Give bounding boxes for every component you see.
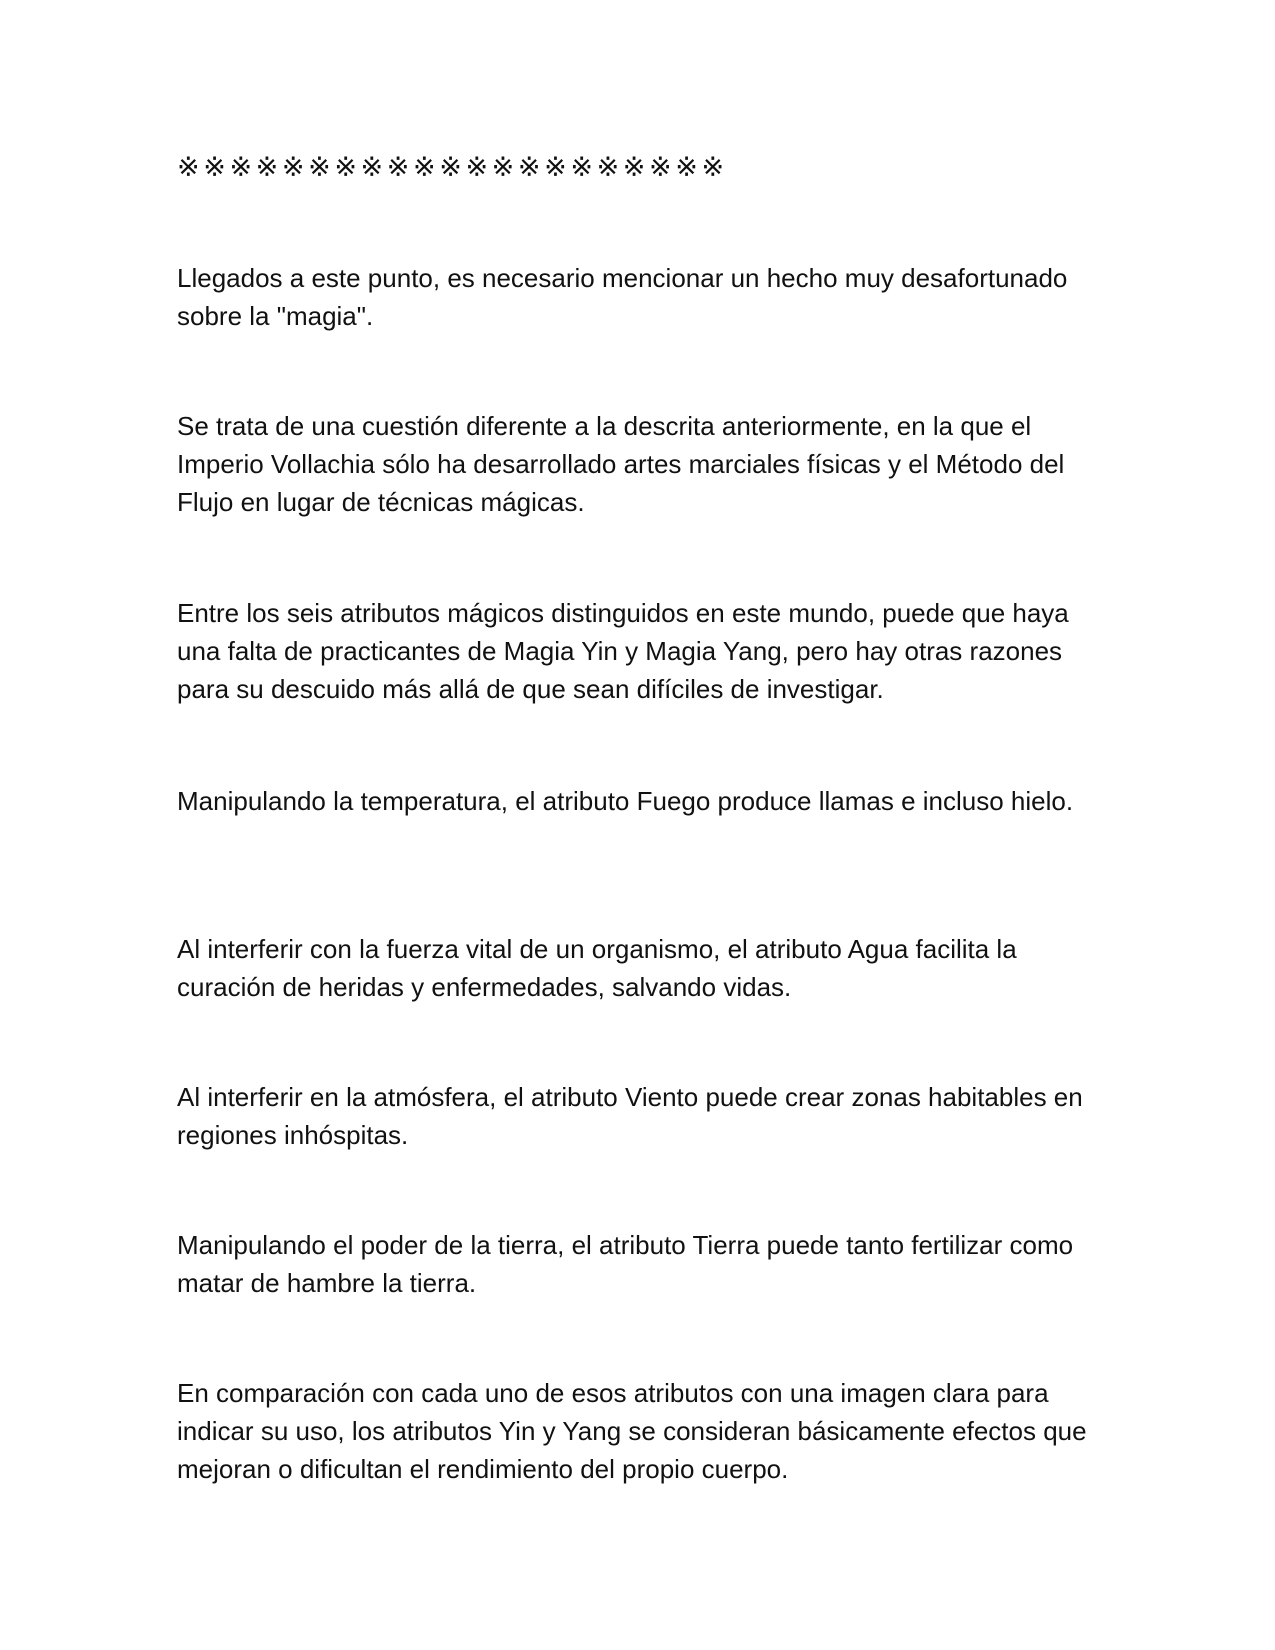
paragraph-5: Al interferir con la fuerza vital de un organismo, el atributo Agua facilita la curación de heridas y enfermedades, salvando vidas. bbox=[177, 934, 1017, 1002]
paragraph-2: Se trata de una cuestión diferente a la descrita anteriormente, en la que el Imperio Vollachia sólo ha desarrollado artes marciales físicas y el Método del Flujo en lugar de técnicas mágicas. bbox=[177, 411, 1065, 517]
paragraph-6: Al interferir en la atmósfera, el atributo Viento puede crear zonas habitables en regiones inhóspitas. bbox=[177, 1082, 1083, 1150]
paragraph-3: Entre los seis atributos mágicos distinguidos en este mundo, puede que haya una falta de practicantes de Magia Yin y Magia Yang, pero hay otras razones para su descuido más allá de que sean difíciles de investigar. bbox=[177, 598, 1069, 704]
paragraph-7: Manipulando el poder de la tierra, el atributo Tierra puede tanto fertilizar como matar de hambre la tierra. bbox=[177, 1230, 1074, 1298]
paragraph-1: Llegados a este punto, es necesario mencionar un hecho muy desafortunado sobre la "magia". bbox=[177, 263, 1068, 331]
paragraph-4: Manipulando la temperatura, el atributo Fuego produce llamas e incluso hielo. bbox=[177, 786, 1074, 816]
paragraph-8: En comparación con cada uno de esos atributos con una imagen clara para indicar su uso, los atributos Yin y Yang se consideran básicamente efectos que mejoran o dificultan el rendimiento del propio cuerpo. bbox=[177, 1378, 1087, 1484]
section-separator: ※※※※※※※※※※※※※※※※※※※※※ bbox=[177, 152, 728, 183]
